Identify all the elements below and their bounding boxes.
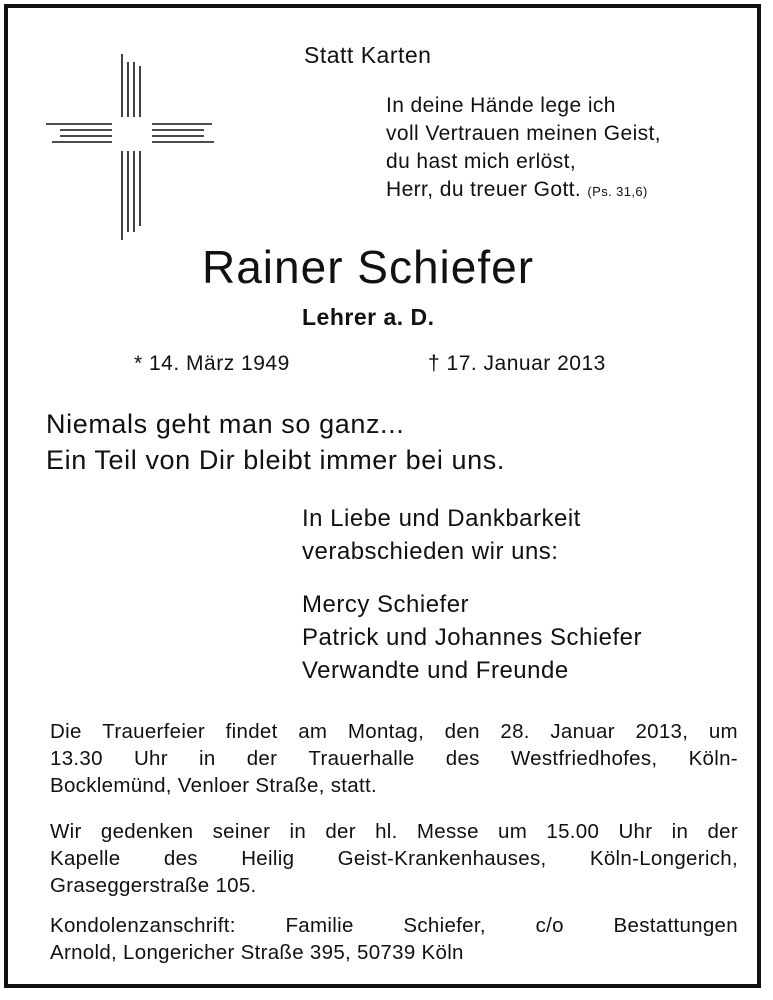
deceased-name: Rainer Schiefer (202, 241, 535, 293)
psalm-line: In deine Hände lege ich (386, 94, 616, 117)
psalm-line: voll Vertrauen meinen Geist, (386, 122, 662, 145)
condolence-line-1: Kondolenzanschrift: Familie Schiefer, c/o Bestattungen (50, 914, 738, 937)
mourners-list (302, 588, 642, 687)
funeral-info (50, 718, 738, 799)
mass-info (50, 818, 738, 899)
psalm-reference: (Ps. 31,6) (587, 184, 648, 199)
statt-karten: Statt Karten (304, 42, 432, 68)
farewell-line: verabschieden wir uns: (302, 538, 559, 565)
quote-line: Ein Teil von Dir bleibt immer bei uns. (46, 445, 505, 475)
farewell (302, 502, 581, 568)
psalm-line-last (386, 176, 661, 206)
deceased-title: Lehrer a. D. (302, 304, 435, 330)
mourner: Verwandte und Freunde (302, 657, 569, 684)
condolence-line-2: Arnold, Longericher Straße 395, 50739 Köln (50, 941, 464, 964)
funeral-line-1: Die Trauerfeier findet am Montag, den 28. Januar 2013, um (50, 720, 738, 743)
funeral-line-2: 13.30 Uhr in der Trauerhalle des Westfriedhofes, Köln- (50, 747, 738, 770)
mass-line-1: Wir gedenken seiner in der hl. Messe um 15.00 Uhr in der (50, 820, 738, 843)
quote (46, 406, 505, 478)
death-date: † 17. Januar 2013 (428, 352, 606, 375)
psalm-line: du hast mich erlöst, (386, 150, 577, 173)
psalm (386, 92, 661, 206)
birth-date: * 14. März 1949 (134, 352, 290, 375)
mourner: Mercy Schiefer (302, 591, 470, 618)
condolence-info (50, 912, 738, 966)
funeral-line-3: Bocklemünd, Venloer Straße, statt. (50, 774, 377, 797)
obituary-frame (4, 4, 761, 988)
quote-line: Niemals geht man so ganz... (46, 409, 405, 439)
psalm-line: Herr, du treuer Gott. (386, 178, 582, 201)
mass-line-3: Graseggerstraße 105. (50, 874, 257, 897)
mourner: Patrick und Johannes Schiefer (302, 624, 643, 651)
farewell-line: In Liebe und Dankbarkeit (302, 505, 581, 532)
mass-line-2: Kapelle des Heilig Geist-Krankenhauses, Köln-Longerich, (50, 847, 738, 870)
cross-icon (46, 54, 218, 244)
